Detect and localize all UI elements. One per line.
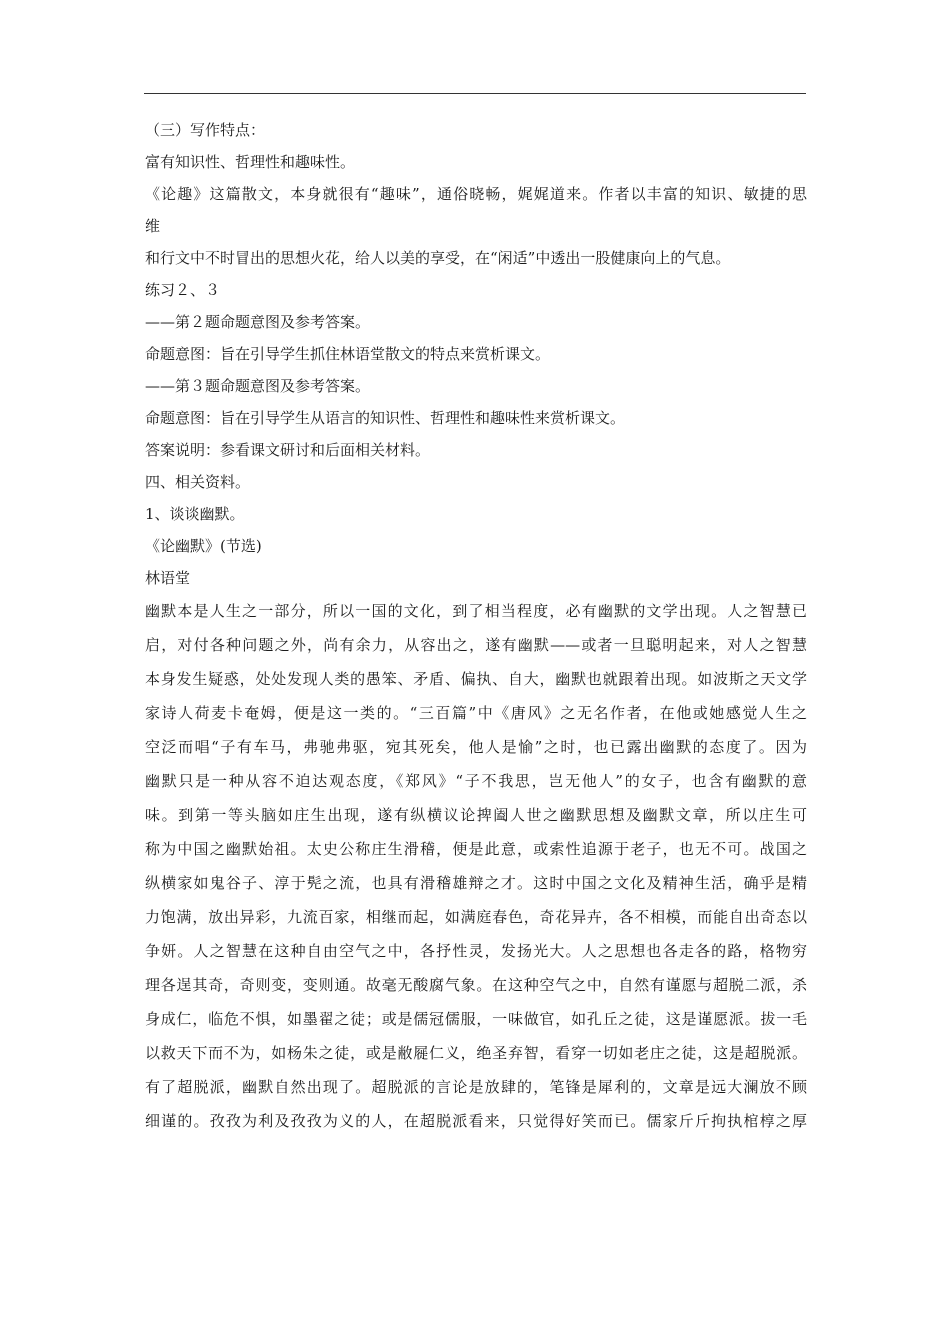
article-author: 林语堂 — [145, 569, 191, 587]
article-line: 本身发生疑惑，处处发现人类的愚笨、矛盾、偏执、自大，幽默也就跟着出现。如波斯之天文学 — [145, 670, 807, 688]
header-rule — [144, 93, 806, 94]
paragraph-line: 和行文中不时冒出的思想火花，给人以美的享受，在“闲适”中透出一股健康向上的气息。 — [145, 249, 731, 267]
article-line: 味。到第一等头脑如庄生出现，遂有纵横议论捭阖人世之幽默思想及幽默文章，所以庄生可 — [145, 806, 807, 824]
article-line: 细谨的。孜孜为利及孜孜为义的人，在超脱派看来，只觉得好笑而已。儒家斤斤拘执棺椁之厚 — [145, 1112, 807, 1130]
paragraph-line: 命题意图：旨在引导学生从语言的知识性、哲理性和趣味性来赏析课文。 — [145, 409, 626, 427]
article-line: 有了超脱派，幽默自然出现了。超脱派的言论是放肆的，笔锋是犀利的，文章是远大澜放不顾 — [145, 1078, 807, 1096]
article-line: 身成仁，临危不惧，如墨翟之徒；或是儒冠儒服，一味做官，如孔丘之徒，这是谨愿派。拔一毛 — [145, 1010, 807, 1028]
paragraph-line: ——第３题命题意图及参考答案。 — [145, 377, 371, 395]
article-line: 家诗人荷麦卡奄姆，便是这一类的。“三百篇”中《唐风》之无名作者，在他或她感觉人生之 — [145, 704, 807, 722]
paragraph-line: 命题意图：旨在引导学生抓住林语堂散文的特点来赏析课文。 — [145, 345, 551, 363]
section-heading-writing-features: （三）写作特点： — [145, 121, 266, 139]
article-line: 幽默只是一种从容不迫达观态度，《郑风》“子不我思，岂无他人”的女子，也含有幽默的意 — [145, 772, 807, 790]
article-line: 纵横家如鬼谷子、淳于髡之流，也具有滑稽雄辩之才。这时中国之文化及精神生活，确乎是精 — [145, 874, 807, 892]
article-line: 幽默本是人生之一部分，所以一国的文化，到了相当程度，必有幽默的文学出现。人之智慧已 — [145, 602, 807, 620]
paragraph-line: 答案说明：参看课文研讨和后面相关材料。 — [145, 441, 431, 459]
paragraph-line: 富有知识性、哲理性和趣味性。 — [145, 153, 356, 171]
section-heading-materials: 四、相关资料。 — [145, 473, 251, 491]
article-line: 空泛而唱“子有车马，弗驰弗驱，宛其死矣，他人是愉”之时，也已露出幽默的态度了。因为 — [145, 738, 807, 756]
paragraph-line: 维 — [145, 217, 161, 235]
document-body — [145, 114, 807, 1138]
paragraph-line: ——第２题命题意图及参考答案。 — [145, 313, 371, 331]
article-line: 理各逞其奇，奇则变，变则通。故毫无酸腐气象。在这种空气之中，自然有谨愿与超脱二派，杀 — [145, 976, 807, 994]
article-line: 力饱满，放出异彩，九流百家，相继而起，如满庭春色，奇花异卉，各不相模，而能自出奇态以 — [145, 908, 807, 926]
exercise-heading: 练习２、３ — [145, 281, 221, 299]
subsection-heading: 1、谈谈幽默。 — [145, 505, 245, 523]
article-line: 以救天下而不为，如杨朱之徒，或是敝屣仁义，绝圣弃智，看穿一切如老庄之徒，这是超脱派。 — [145, 1044, 807, 1062]
article-title: 《论幽默》(节选) — [145, 537, 262, 555]
paragraph-line: 《论趣》这篇散文，本身就很有“趣味”，通俗晓畅，娓娓道来。作者以丰富的知识、敏捷的思 — [145, 185, 807, 203]
article-line: 称为中国之幽默始祖。太史公称庄生滑稽，便是此意，或索性追源于老子，也无不可。战国之 — [145, 840, 807, 858]
article-line: 争妍。人之智慧在这种自由空气之中，各抒性灵，发扬光大。人之思想也各走各的路，格物穷 — [145, 942, 807, 960]
article-line: 启，对付各种问题之外，尚有余力，从容出之，遂有幽默——或者一旦聪明起来，对人之智慧 — [145, 636, 807, 654]
